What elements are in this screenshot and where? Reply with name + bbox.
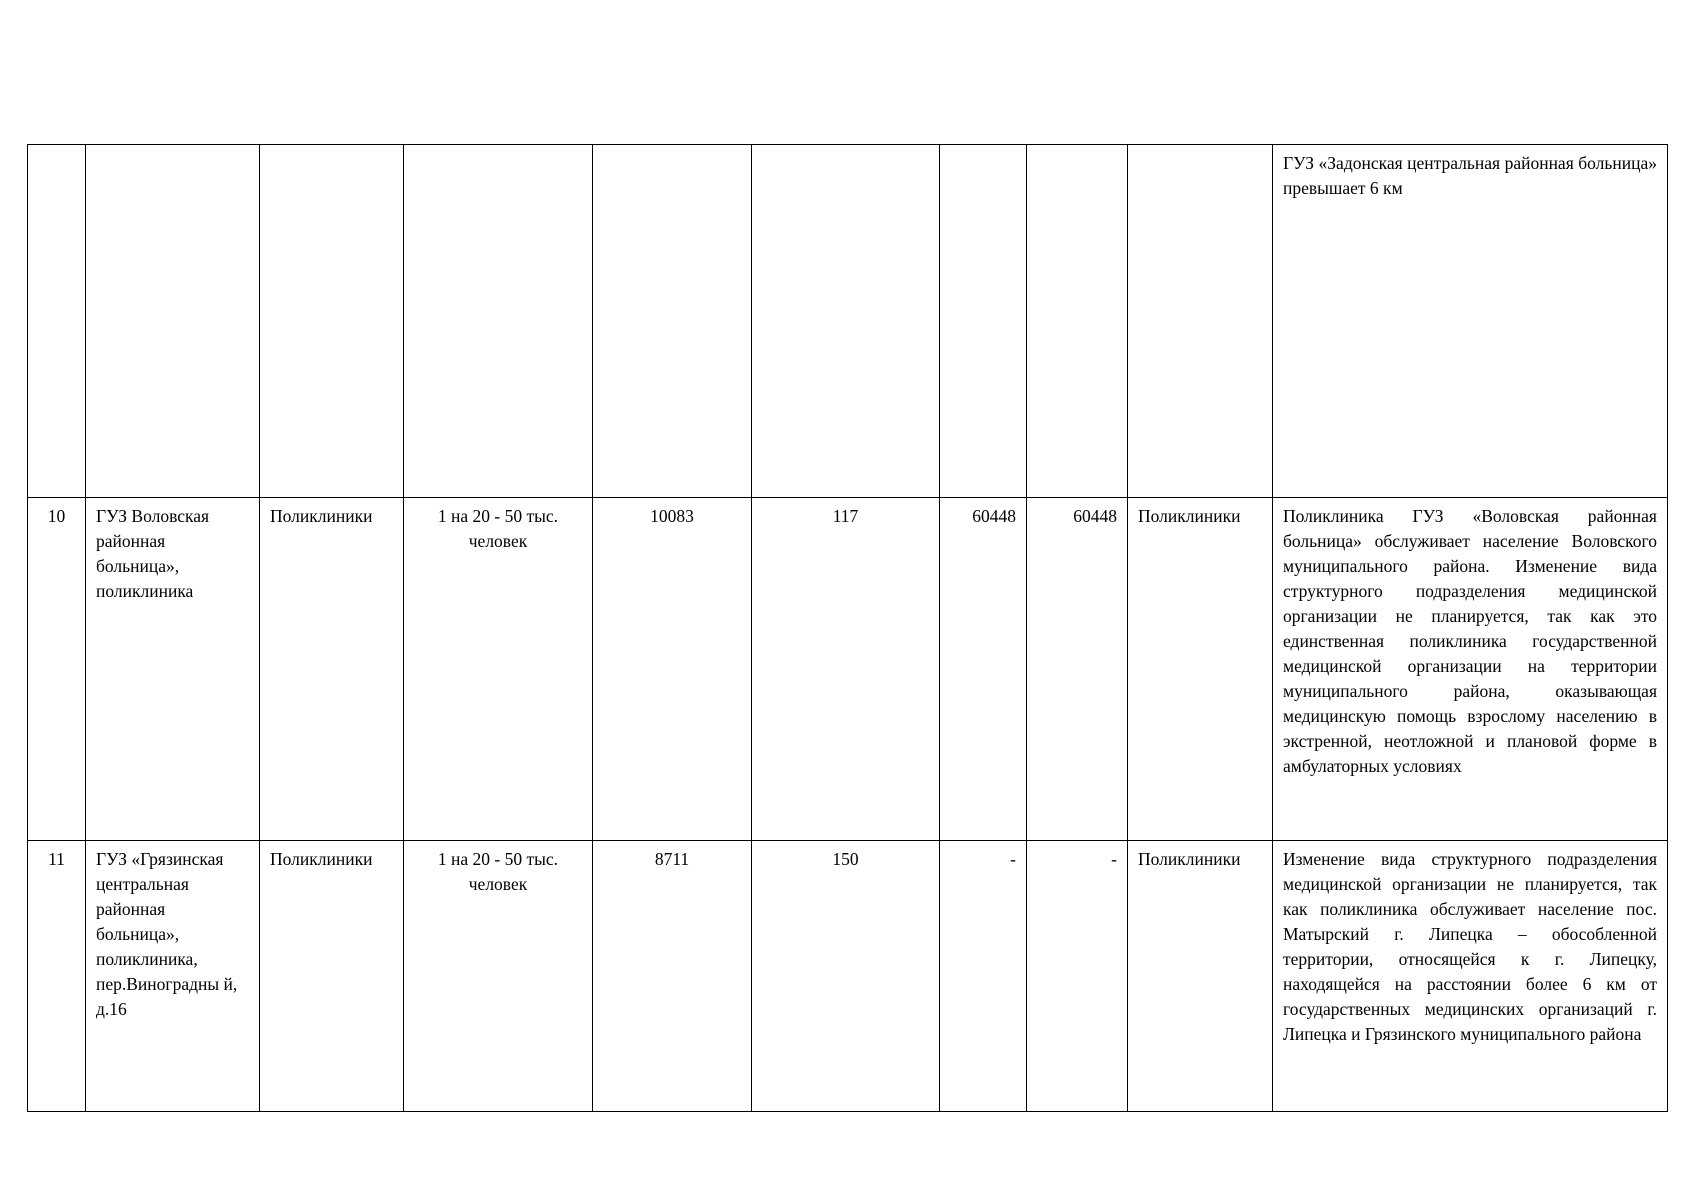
cell-unit-type: Поликлиники xyxy=(260,841,404,1112)
cell-value-4 xyxy=(1027,145,1128,498)
cell-value-2 xyxy=(752,145,940,498)
cell-value-3: 60448 xyxy=(940,498,1027,841)
cell-organization: ГУЗ «Грязинская центральная районная больница», поликлиника, пер.Виноградны й, д.16 xyxy=(86,841,260,1112)
cell-value-2: 150 xyxy=(752,841,940,1112)
cell-unit-type-planned xyxy=(1128,145,1273,498)
cell-value-1 xyxy=(593,145,752,498)
cell-number: 11 xyxy=(28,841,86,1112)
cell-unit-type-planned: Поликлиники xyxy=(1128,498,1273,841)
cell-justification: Поликлиника ГУЗ «Воловская районная больница» обслуживает население Воловского муниципального района. Изменение вида структурного подразделения медицинской организации не планируется, так как это единственная поликлиника государственной медицинской организации на территории муниципального района, оказывающая медицинскую помощь взрослому населению в экстренной, неотложной и плановой форме в амбулаторных условиях xyxy=(1273,498,1668,841)
cell-value-3: - xyxy=(940,841,1027,1112)
cell-unit-type xyxy=(260,145,404,498)
table-row xyxy=(28,841,1668,1112)
cell-norm xyxy=(404,145,593,498)
table-row xyxy=(28,145,1668,498)
cell-value-1: 10083 xyxy=(593,498,752,841)
cell-value-1: 8711 xyxy=(593,841,752,1112)
table-row xyxy=(28,498,1668,841)
cell-unit-type-planned: Поликлиники xyxy=(1128,841,1273,1112)
cell-value-4: 60448 xyxy=(1027,498,1128,841)
cell-organization xyxy=(86,145,260,498)
cell-number: 10 xyxy=(28,498,86,841)
cell-value-3 xyxy=(940,145,1027,498)
cell-unit-type: Поликлиники xyxy=(260,498,404,841)
cell-justification: ГУЗ «Задонская центральная районная больница» превышает 6 км xyxy=(1273,145,1668,498)
cell-number xyxy=(28,145,86,498)
cell-norm: 1 на 20 - 50 тыс. человек xyxy=(404,498,593,841)
facilities-table xyxy=(27,144,1668,1112)
cell-organization: ГУЗ Воловская районная больница», поликлиника xyxy=(86,498,260,841)
cell-value-4: - xyxy=(1027,841,1128,1112)
cell-value-2: 117 xyxy=(752,498,940,841)
cell-justification: Изменение вида структурного подразделения медицинской организации не планируется, так как поликлиника обслуживает население пос. Матырский г. Липецка – обособленной территории, относящейся к г. Липецку, находящейся на расстоянии более 6 км от государственных медицинских организаций г. Липецка и Грязинского муниципального района xyxy=(1273,841,1668,1112)
cell-norm: 1 на 20 - 50 тыс. человек xyxy=(404,841,593,1112)
